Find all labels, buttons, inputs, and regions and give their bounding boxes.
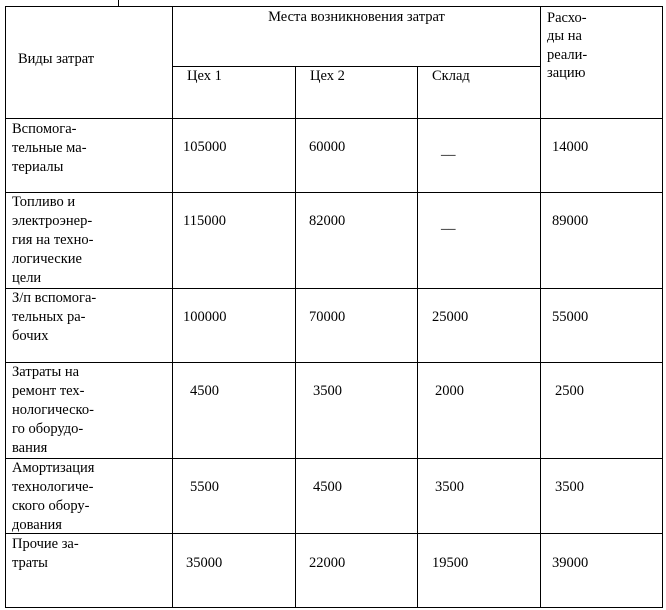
top-tick <box>118 0 119 7</box>
row-4-name-line-2: ремонт тех- <box>12 383 85 399</box>
row-5-name-line-2: технологиче- <box>12 479 94 495</box>
header-cost-types: Виды затрат <box>18 51 95 67</box>
row-5-cell-1: 5500 <box>190 479 219 495</box>
table-border-left <box>5 6 6 608</box>
row-3-cell-2: 70000 <box>309 309 346 325</box>
row-4-name-line-4: го оборудо- <box>12 421 84 437</box>
table-border-bottom <box>5 607 663 608</box>
row-4-cell-4: 2500 <box>555 383 584 399</box>
header-cost-centers: Места возникновения затрат <box>268 9 445 25</box>
row-line-4 <box>5 362 663 363</box>
row-1-cell-3: __ <box>441 142 456 158</box>
table-border-right <box>662 6 663 608</box>
row-line-3 <box>5 288 663 289</box>
row-4-name-line-1: Затраты на <box>12 364 80 380</box>
header-center-3: Склад <box>432 68 470 84</box>
row-6-name-line-2: траты <box>12 555 48 571</box>
row-6-cell-4: 39000 <box>552 555 589 571</box>
subheader-line <box>172 66 541 67</box>
table-border-top <box>5 6 663 7</box>
row-1-cell-2: 60000 <box>309 139 346 155</box>
row-1-name-line-1: Вспомога- <box>12 121 77 137</box>
row-2-cell-2: 82000 <box>309 213 346 229</box>
row-6-name-line-1: Прочие за- <box>12 536 79 552</box>
row-4-cell-3: 2000 <box>435 383 464 399</box>
row-5-cell-3: 3500 <box>435 479 464 495</box>
row-3-name-line-1: З/п вспомога- <box>12 290 97 306</box>
row-2-cell-3: __ <box>441 216 456 232</box>
row-3-name-line-2: тельных ра- <box>12 309 86 325</box>
row-1-name-line-3: териалы <box>12 159 64 175</box>
row-5-name-line-4: дования <box>12 517 62 533</box>
row-line-6 <box>5 533 663 534</box>
row-6-cell-3: 19500 <box>432 555 469 571</box>
row-1-cell-4: 14000 <box>552 139 589 155</box>
row-1-cell-1: 105000 <box>183 139 227 155</box>
header-sales-line-3: реали- <box>547 47 588 63</box>
row-6-cell-1: 35000 <box>186 555 223 571</box>
row-3-cell-4: 55000 <box>552 309 589 325</box>
row-4-cell-2: 3500 <box>313 383 342 399</box>
row-5-name-line-3: ского обору- <box>12 498 90 514</box>
col-divider-4 <box>540 6 541 608</box>
header-center-2: Цех 2 <box>310 68 345 84</box>
header-sales-line-4: зацию <box>547 65 586 81</box>
row-line-2 <box>5 192 663 193</box>
row-5-cell-2: 4500 <box>313 479 342 495</box>
row-4-cell-1: 4500 <box>190 383 219 399</box>
row-2-name-line-4: логические <box>12 251 82 267</box>
row-2-name-line-1: Топливо и <box>12 194 76 210</box>
row-2-name-line-3: гия на техно- <box>12 232 94 248</box>
col-divider-3 <box>417 66 418 608</box>
row-4-name-line-3: нологическо- <box>12 402 94 418</box>
col-divider-2 <box>295 66 296 608</box>
row-3-cell-3: 25000 <box>432 309 469 325</box>
row-5-cell-4: 3500 <box>555 479 584 495</box>
row-3-cell-1: 100000 <box>183 309 227 325</box>
header-center-1: Цех 1 <box>187 68 222 84</box>
row-1-name-line-2: тельные ма- <box>12 140 87 156</box>
row-4-name-line-5: вания <box>12 440 48 456</box>
row-line-5 <box>5 458 663 459</box>
row-2-cell-1: 115000 <box>183 213 226 229</box>
header-sales-line-2: ды на <box>547 28 582 44</box>
row-6-cell-2: 22000 <box>309 555 346 571</box>
row-5-name-line-1: Амортизация <box>12 460 95 476</box>
header-sales-line-1: Расхо- <box>547 10 587 26</box>
col-divider-1 <box>172 6 173 608</box>
row-3-name-line-3: бочих <box>12 328 49 344</box>
row-line-1 <box>5 118 663 119</box>
row-2-name-line-5: цели <box>12 270 42 286</box>
row-2-cell-4: 89000 <box>552 213 589 229</box>
row-2-name-line-2: электроэнер- <box>12 213 93 229</box>
